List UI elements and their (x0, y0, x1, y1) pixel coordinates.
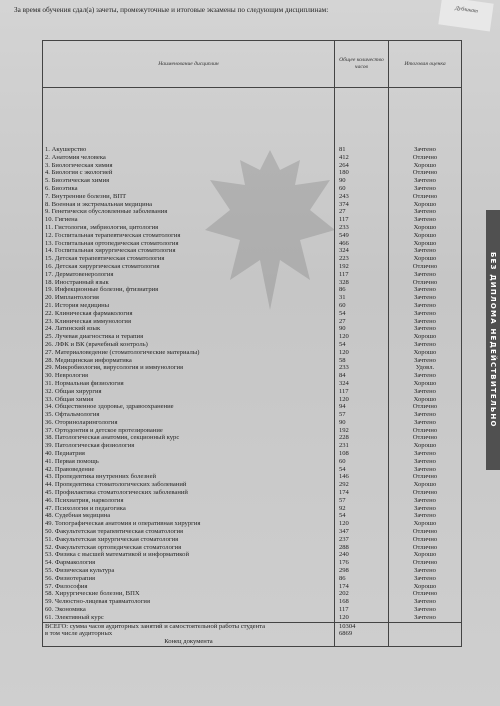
end-of-document: Конец документа (43, 638, 335, 646)
table-row (43, 614, 462, 622)
discipline-grade: Хорошо (388, 481, 461, 489)
discipline-name: 56. Физиотерапия (43, 575, 335, 583)
table-row (43, 333, 462, 341)
discipline-grade: Хорошо (388, 224, 461, 232)
table-row (43, 575, 462, 583)
table-row (43, 598, 462, 606)
discipline-hours: 243 (334, 193, 388, 201)
table-row (43, 512, 462, 520)
discipline-name: 9. Генетически обусловленные заболевания (43, 208, 335, 216)
discipline-grade: Отлично (388, 544, 461, 552)
discipline-hours: 202 (334, 590, 388, 598)
discipline-name: 42. Правоведение (43, 466, 335, 474)
discipline-grade: Зачтено (388, 208, 461, 216)
table-row (43, 606, 462, 614)
table-row (43, 255, 462, 263)
discipline-name: 59. Челюстно-лицевая травматология (43, 598, 335, 606)
discipline-name: 57. Философия (43, 583, 335, 591)
discipline-grade: Зачтено (388, 419, 461, 427)
discipline-hours: 60 (334, 185, 388, 193)
table-row (43, 411, 462, 419)
discipline-hours: 192 (334, 427, 388, 435)
table-row (43, 528, 462, 536)
discipline-name: 52. Факультетская ортопедическая стоматология (43, 544, 335, 552)
table-row (43, 489, 462, 497)
discipline-hours: 27 (334, 318, 388, 326)
discipline-name: 13. Госпитальная ортопедическая стоматология (43, 240, 335, 248)
table-row (43, 263, 462, 271)
table-row (43, 154, 462, 162)
table-row (43, 481, 462, 489)
table-row (43, 177, 462, 185)
discipline-grade: Зачтено (388, 598, 461, 606)
discipline-grade: Отлично (388, 590, 461, 598)
auditory-grade-empty (388, 630, 461, 638)
discipline-name: 33. Общая химия (43, 396, 335, 404)
discipline-grade: Отлично (388, 169, 461, 177)
discipline-name: 41. Первая помощь (43, 458, 335, 466)
discipline-name: 11. Гистология, эмбриология, цитология (43, 224, 335, 232)
discipline-grade: Удовл. (388, 364, 461, 372)
summary-row (43, 622, 462, 630)
discipline-hours: 92 (334, 505, 388, 513)
discipline-grade: Зачтено (388, 310, 461, 318)
discipline-grade: Хорошо (388, 380, 461, 388)
discipline-hours: 120 (334, 396, 388, 404)
discipline-name: 47. Психология и педагогика (43, 505, 335, 513)
discipline-name: 37. Ортодонтия и детское протезирование (43, 427, 335, 435)
discipline-hours: 174 (334, 583, 388, 591)
discipline-grade: Хорошо (388, 232, 461, 240)
table-row (43, 473, 462, 481)
discipline-grade: Отлично (388, 279, 461, 287)
discipline-hours: 117 (334, 606, 388, 614)
discipline-grade: Зачтено (388, 325, 461, 333)
discipline-hours: 27 (334, 208, 388, 216)
discipline-grade: Хорошо (388, 240, 461, 248)
table-row (43, 466, 462, 474)
auditory-hours: 6869 (334, 630, 388, 638)
discipline-name: 38. Патологическая анатомия, секционный курс (43, 434, 335, 442)
discipline-grade: Зачтено (388, 146, 461, 154)
discipline-grade: Отлично (388, 536, 461, 544)
discipline-name: 61. Элективный курс (43, 614, 335, 622)
discipline-grade: Хорошо (388, 551, 461, 559)
discipline-hours: 90 (334, 177, 388, 185)
discipline-name: 35. Офтальмология (43, 411, 335, 419)
discipline-hours: 120 (334, 520, 388, 528)
discipline-hours: 412 (334, 154, 388, 162)
discipline-name: 5. Биоэтическая химия (43, 177, 335, 185)
table-row (43, 310, 462, 318)
discipline-grade: Зачтено (388, 372, 461, 380)
grades-table (42, 40, 462, 647)
total-hours: 10304 (334, 622, 388, 630)
discipline-hours: 324 (334, 380, 388, 388)
discipline-hours: 237 (334, 536, 388, 544)
discipline-hours: 176 (334, 559, 388, 567)
discipline-name: 17. Дерматовенерология (43, 271, 335, 279)
discipline-grade: Зачтено (388, 567, 461, 575)
discipline-hours: 60 (334, 302, 388, 310)
table-row (43, 357, 462, 365)
discipline-hours: 168 (334, 598, 388, 606)
discipline-name: 8. Военная и экстремальная медицина (43, 201, 335, 209)
discipline-hours: 86 (334, 286, 388, 294)
discipline-hours: 264 (334, 162, 388, 170)
discipline-grade: Хорошо (388, 442, 461, 450)
table-row (43, 341, 462, 349)
discipline-grade: Хорошо (388, 255, 461, 263)
discipline-name: 54. Фармакология (43, 559, 335, 567)
discipline-grade: Зачтено (388, 388, 461, 396)
discipline-grade: Отлично (388, 473, 461, 481)
discipline-grade: Зачтено (388, 302, 461, 310)
discipline-hours: 60 (334, 458, 388, 466)
discipline-name: 51. Факультетская хирургическая стоматология (43, 536, 335, 544)
discipline-grade: Отлично (388, 559, 461, 567)
table-row (43, 302, 462, 310)
discipline-grade: Зачтено (388, 411, 461, 419)
table-row (43, 388, 462, 396)
total-label: ВСЕГО: сумма часов аудиторных занятий и самостоятельной работы студента (43, 622, 335, 630)
discipline-hours: 549 (334, 232, 388, 240)
table-row (43, 279, 462, 287)
table-row (43, 271, 462, 279)
discipline-grade: Отлично (388, 403, 461, 411)
discipline-grade: Хорошо (388, 583, 461, 591)
discipline-hours: 146 (334, 473, 388, 481)
discipline-grade: Зачтено (388, 286, 461, 294)
discipline-hours: 58 (334, 357, 388, 365)
table-spacer (43, 88, 462, 147)
table-row (43, 419, 462, 427)
table-row (43, 162, 462, 170)
discipline-hours: 231 (334, 442, 388, 450)
discipline-grade: Зачтено (388, 575, 461, 583)
discipline-name: 3. Биологическая химия (43, 162, 335, 170)
discipline-name: 45. Профилактика стоматологических заболеваний (43, 489, 335, 497)
discipline-name: 39. Патологическая физиология (43, 442, 335, 450)
table-row (43, 380, 462, 388)
discipline-hours: 84 (334, 372, 388, 380)
discipline-hours: 228 (334, 434, 388, 442)
table-row (43, 442, 462, 450)
end-grade-empty (388, 638, 461, 646)
discipline-grade: Зачтено (388, 357, 461, 365)
intro-text: За время обучения сдал(а) зачеты, промежуточные и итоговые экзамены по следующим дисциплинам: (14, 6, 329, 14)
discipline-hours: 174 (334, 489, 388, 497)
table-row (43, 193, 462, 201)
discipline-hours: 120 (334, 349, 388, 357)
discipline-name: 18. Иностранный язык (43, 279, 335, 287)
end-hours-empty (334, 638, 388, 646)
table-row (43, 224, 462, 232)
discipline-hours: 374 (334, 201, 388, 209)
discipline-name: 43. Пропедевтика внутренних болезней (43, 473, 335, 481)
discipline-grade: Хорошо (388, 520, 461, 528)
table-row (43, 434, 462, 442)
discipline-grade: Отлично (388, 263, 461, 271)
discipline-name: 1. Акушерство (43, 146, 335, 154)
discipline-name: 12. Госпитальная терапевтическая стоматология (43, 232, 335, 240)
discipline-hours: 292 (334, 481, 388, 489)
discipline-hours: 240 (334, 551, 388, 559)
discipline-grade: Отлично (388, 434, 461, 442)
discipline-hours: 233 (334, 224, 388, 232)
discipline-name: 7. Внутренние болезни, ВПТ (43, 193, 335, 201)
discipline-hours: 57 (334, 411, 388, 419)
discipline-name: 55. Физическая культура (43, 567, 335, 575)
discipline-grade: Хорошо (388, 333, 461, 341)
header-grade: Итоговая оценка (388, 41, 461, 88)
table-row (43, 396, 462, 404)
table-row (43, 458, 462, 466)
table-row (43, 294, 462, 302)
table-row (43, 583, 462, 591)
table-row (43, 146, 462, 154)
discipline-name: 20. Имплантология (43, 294, 335, 302)
table-row (43, 364, 462, 372)
discipline-name: 58. Хирургические болезни, ВПХ (43, 590, 335, 598)
discipline-grade: Хорошо (388, 396, 461, 404)
discipline-hours: 120 (334, 614, 388, 622)
discipline-grade: Зачтено (388, 466, 461, 474)
table-row (43, 372, 462, 380)
discipline-name: 26. ЛФК и ВК (врачебный контроль) (43, 341, 335, 349)
table-row (43, 240, 462, 248)
discipline-hours: 90 (334, 419, 388, 427)
discipline-name: 15. Детская терапевтическая стоматология (43, 255, 335, 263)
table-row (43, 325, 462, 333)
discipline-hours: 54 (334, 341, 388, 349)
table-row (43, 567, 462, 575)
discipline-name: 29. Микробиология, вирусология и иммунология (43, 364, 335, 372)
table-row (43, 559, 462, 567)
discipline-hours: 90 (334, 325, 388, 333)
discipline-grade: Хорошо (388, 349, 461, 357)
table-row (43, 216, 462, 224)
side-warning-strip: БЕЗ ДИПЛОМА НЕДЕЙСТВИТЕЛЬНО (486, 210, 500, 470)
discipline-hours: 466 (334, 240, 388, 248)
discipline-hours: 324 (334, 247, 388, 255)
table-row (43, 169, 462, 177)
discipline-name: 30. Неврология (43, 372, 335, 380)
table-row (43, 520, 462, 528)
header-discipline: Наименование дисциплин (43, 41, 335, 88)
discipline-name: 53. Физика с высшей математикой и информатикой (43, 551, 335, 559)
discipline-hours: 86 (334, 575, 388, 583)
auditory-label: в том числе аудиторных (43, 630, 335, 638)
discipline-grade: Зачтено (388, 606, 461, 614)
table-row (43, 201, 462, 209)
table-row (43, 403, 462, 411)
total-grade-empty (388, 622, 461, 630)
discipline-hours: 117 (334, 271, 388, 279)
discipline-hours: 54 (334, 466, 388, 474)
discipline-grade: Зачтено (388, 505, 461, 513)
discipline-grade: Зачтено (388, 177, 461, 185)
discipline-grade: Отлично (388, 528, 461, 536)
discipline-grade: Хорошо (388, 162, 461, 170)
discipline-name: 24. Латинский язык (43, 325, 335, 333)
table-row (43, 590, 462, 598)
discipline-name: 34. Общественное здоровье, здравоохранение (43, 403, 335, 411)
discipline-grade: Отлично (388, 489, 461, 497)
table-row (43, 497, 462, 505)
discipline-name: 4. Биология с экологией (43, 169, 335, 177)
table-row (43, 427, 462, 435)
discipline-hours: 192 (334, 263, 388, 271)
discipline-name: 22. Клиническая фармакология (43, 310, 335, 318)
discipline-hours: 54 (334, 310, 388, 318)
discipline-name: 6. Биоэтика (43, 185, 335, 193)
table-row (43, 450, 462, 458)
table-row (43, 318, 462, 326)
discipline-grade: Зачтено (388, 341, 461, 349)
header-hours: Общее количество часов (334, 41, 388, 88)
discipline-grade: Зачтено (388, 614, 461, 622)
discipline-grade: Зачтено (388, 294, 461, 302)
discipline-name: 2. Анатомия человека (43, 154, 335, 162)
discipline-hours: 57 (334, 497, 388, 505)
table-row (43, 551, 462, 559)
discipline-name: 31. Нормальная физиология (43, 380, 335, 388)
discipline-grade: Зачтено (388, 247, 461, 255)
discipline-grade: Отлично (388, 193, 461, 201)
discipline-hours: 223 (334, 255, 388, 263)
discipline-name: 10. Гигиена (43, 216, 335, 224)
discipline-name: 19. Инфекционные болезни, фтизиатрия (43, 286, 335, 294)
table-row (43, 349, 462, 357)
discipline-name: 23. Клиническая иммунология (43, 318, 335, 326)
discipline-hours: 233 (334, 364, 388, 372)
discipline-grade: Отлично (388, 427, 461, 435)
discipline-name: 36. Оториноларингология (43, 419, 335, 427)
discipline-hours: 31 (334, 294, 388, 302)
table-row (43, 232, 462, 240)
discipline-grade: Зачтено (388, 458, 461, 466)
discipline-hours: 120 (334, 333, 388, 341)
discipline-grade: Зачтено (388, 512, 461, 520)
discipline-name: 48. Судебная медицина (43, 512, 335, 520)
table-row (43, 208, 462, 216)
discipline-name: 49. Топографическая анатомия и оперативная хирургия (43, 520, 335, 528)
discipline-grade: Отлично (388, 154, 461, 162)
discipline-hours: 117 (334, 216, 388, 224)
discipline-name: 25. Лучевая диагностика и терапия (43, 333, 335, 341)
table-row (43, 544, 462, 552)
discipline-hours: 288 (334, 544, 388, 552)
table-row (43, 247, 462, 255)
discipline-hours: 328 (334, 279, 388, 287)
discipline-name: 16. Детская хирургическая стоматология (43, 263, 335, 271)
discipline-hours: 180 (334, 169, 388, 177)
table-row (43, 505, 462, 513)
table-row (43, 286, 462, 294)
discipline-name: 32. Общая хирургия (43, 388, 335, 396)
discipline-hours: 94 (334, 403, 388, 411)
discipline-name: 14. Госпитальная хирургическая стоматология (43, 247, 335, 255)
table-row (43, 536, 462, 544)
discipline-name: 46. Психиатрия, наркология (43, 497, 335, 505)
table-row (43, 185, 462, 193)
discipline-name: 40. Педиатрия (43, 450, 335, 458)
discipline-hours: 347 (334, 528, 388, 536)
discipline-grade: Зачтено (388, 185, 461, 193)
discipline-name: 50. Факультетская терапевтическая стоматология (43, 528, 335, 536)
summary-row (43, 638, 462, 646)
discipline-name: 21. История медицины (43, 302, 335, 310)
discipline-grade: Зачтено (388, 271, 461, 279)
discipline-grade: Зачтено (388, 450, 461, 458)
summary-row (43, 630, 462, 638)
discipline-hours: 117 (334, 388, 388, 396)
discipline-grade: Зачтено (388, 497, 461, 505)
discipline-name: 28. Медицинская информатика (43, 357, 335, 365)
discipline-hours: 108 (334, 450, 388, 458)
discipline-name: 44. Пропедевтика стоматологических заболеваний (43, 481, 335, 489)
discipline-name: 60. Экономика (43, 606, 335, 614)
discipline-name: 27. Материаловедение (стоматологические материалы) (43, 349, 335, 357)
discipline-hours: 54 (334, 512, 388, 520)
discipline-hours: 298 (334, 567, 388, 575)
discipline-grade: Зачтено (388, 318, 461, 326)
discipline-grade: Хорошо (388, 201, 461, 209)
discipline-grade: Зачтено (388, 216, 461, 224)
corner-stamp: Дубликат (438, 0, 493, 31)
discipline-hours: 81 (334, 146, 388, 154)
